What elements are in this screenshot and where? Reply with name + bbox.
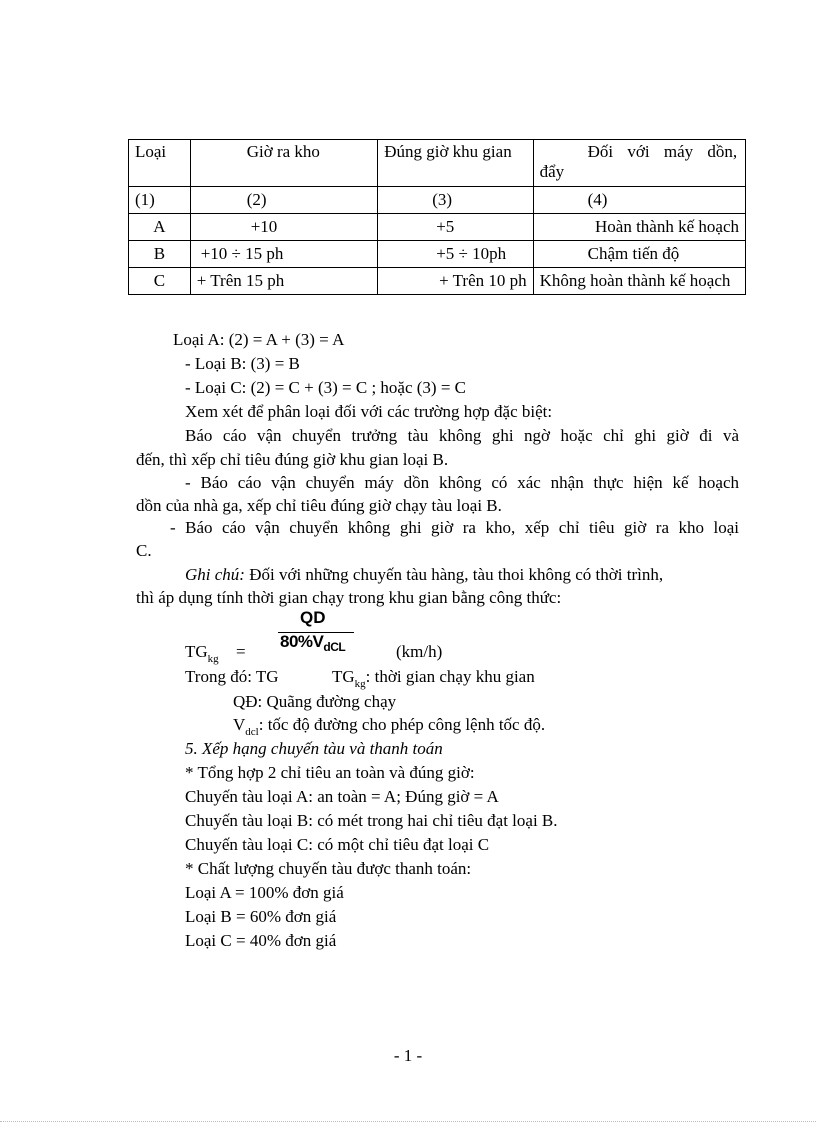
table-cell: Chậm tiến độ — [533, 241, 745, 268]
table-cell: +10 ÷ 15 ph — [190, 241, 377, 268]
rule-line-a: Loại A: (2) = A + (3) = A — [173, 330, 345, 349]
where-label: Trong đó: TG — [185, 667, 279, 686]
table-row-numbering — [129, 187, 746, 214]
page-number: - 1 - — [393, 1046, 423, 1065]
table-cell: B — [129, 241, 191, 268]
section-5-heading: 5. Xếp hạng chuyến tàu và thanh toán — [185, 739, 443, 758]
special-cases-heading: Xem xét để phân loại đối với các trường hợp đặc biệt: — [185, 402, 553, 421]
rule-line-c: - Loại C: (2) = C + (3) = C ; hoặc (3) = C — [185, 378, 467, 397]
formula-tg-sub: kg — [207, 653, 219, 665]
table-cell: Hoàn thành kế hoạch — [533, 214, 745, 241]
formula-lhs — [185, 640, 219, 666]
qd-description: QĐ: Quãng đường chạy — [233, 692, 397, 711]
v-sub: dcl — [245, 726, 259, 738]
header-cell-dung-gio: Đúng giờ khu gian — [378, 140, 533, 187]
table-cell: C — [129, 268, 191, 295]
note-label: Ghi chú: — [185, 565, 245, 584]
paragraph-1-line-2: đến, thì xếp chỉ tiêu đúng giờ khu gian loại B. — [136, 450, 449, 469]
summary-heading: * Tổng hợp 2 chỉ tiêu an toàn và đúng giờ: — [185, 763, 475, 782]
table-header-row — [129, 140, 746, 187]
payment-heading: * Chất lượng chuyến tàu được thanh toán: — [185, 859, 472, 878]
table-cell: A — [129, 214, 191, 241]
note-text: Đối với những chuyến tàu hàng, tàu thoi không có thời trình, — [244, 565, 664, 584]
table-cell: (1) — [129, 187, 191, 214]
class-c-line: Chuyến tàu loại C: có một chỉ tiêu đạt loại C — [185, 835, 490, 854]
payment-b: Loại B = 60% đơn giá — [185, 907, 337, 926]
table-cell: (4) — [533, 187, 745, 214]
paragraph-3-line-1: - Báo cáo vận chuyển không ghi giờ ra kho, xếp chỉ tiêu giờ ra kho loại — [170, 518, 739, 537]
header-cell-may-don-line2: đẩy — [539, 162, 565, 181]
header-cell-gio-ra-kho: Giờ ra kho — [190, 140, 377, 187]
paragraph-3-line-2: C. — [136, 541, 152, 560]
formula-den-main: 80%V — [280, 632, 324, 651]
formula-den-sub: dCL — [323, 640, 346, 654]
classification-table — [128, 139, 746, 295]
formula-denominator — [280, 632, 345, 652]
table-cell: (3) — [378, 187, 533, 214]
formula-equals: = — [236, 642, 246, 661]
table-row — [129, 241, 746, 268]
where-tg-desc — [332, 665, 535, 691]
table-cell: +5 — [378, 214, 533, 241]
formula-tg: TG — [185, 642, 208, 661]
where-tg-sub: kg — [354, 678, 366, 690]
paragraph-2-line-1: - Báo cáo vận chuyển máy dồn không có xác nhận thực hiện kế hoạch — [185, 473, 739, 492]
v-text: : tốc độ đường cho phép công lệnh tốc độ. — [258, 715, 546, 734]
payment-c: Loại C = 40% đơn giá — [185, 931, 337, 950]
formula-numerator: QD — [300, 608, 326, 627]
table-row — [129, 214, 746, 241]
table-cell: (2) — [190, 187, 377, 214]
v-symbol: V — [233, 715, 246, 734]
header-cell-may-don — [533, 140, 745, 187]
table-row — [129, 268, 746, 295]
header-cell-may-don-line1: Đối với máy dồn, — [587, 142, 738, 161]
table-cell: +10 — [190, 214, 377, 241]
formula-unit: (km/h) — [396, 642, 443, 661]
paragraph-2-line-2: dồn của nhà ga, xếp chỉ tiêu đúng giờ chạy tàu loại B. — [136, 496, 502, 515]
rule-line-b: - Loại B: (3) = B — [185, 354, 300, 373]
table-cell: + Trên 15 ph — [190, 268, 377, 295]
where-tg-text: : thời gian chạy khu gian — [365, 667, 535, 686]
note-line-2: thì áp dụng tính thời gian chạy trong khu gian bằng công thức: — [136, 588, 562, 607]
v-description — [233, 713, 545, 739]
payment-a: Loại A = 100% đơn giá — [185, 883, 344, 902]
page-bottom-rule — [0, 1121, 816, 1122]
header-cell-loai: Loại — [129, 140, 191, 187]
where-tg: TG — [332, 667, 355, 686]
table-cell: +5 ÷ 10ph — [378, 241, 533, 268]
table-cell: + Trên 10 ph — [378, 268, 533, 295]
class-a-line: Chuyến tàu loại A: an toàn = A; Đúng giờ = A — [185, 787, 499, 806]
table-cell: Không hoàn thành kế hoạch — [533, 268, 745, 295]
class-b-line: Chuyến tàu loại B: có mét trong hai chỉ tiêu đạt loại B. — [185, 811, 558, 830]
note-line-1 — [185, 563, 739, 587]
paragraph-1-line-1: Báo cáo vận chuyển trưởng tàu không ghi ngờ hoặc chỉ ghi giờ đi và — [185, 426, 739, 445]
